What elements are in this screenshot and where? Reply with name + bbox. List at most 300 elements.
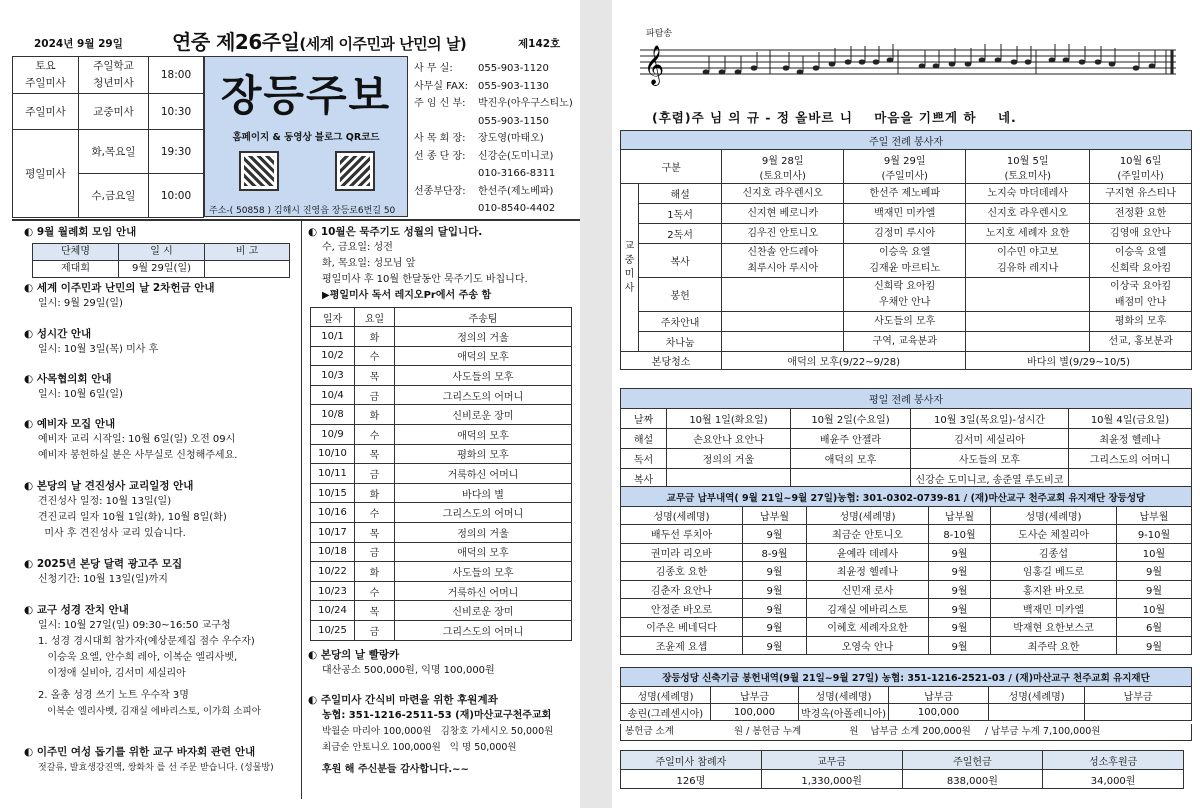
rosary-cell: 애덕의 모후 xyxy=(395,424,572,444)
server-cell: 김정미 루시아 xyxy=(844,224,966,244)
fee-cell: 9월 xyxy=(743,599,807,618)
rosary-schedule-table xyxy=(310,307,572,641)
contact-row: 010-3166-8311 xyxy=(478,168,556,179)
fee-cell: 임홍길 베드로 xyxy=(991,562,1117,581)
bulletin-title xyxy=(172,26,466,55)
note-head xyxy=(933,63,940,68)
rosary-cell: 목 xyxy=(355,444,395,464)
fee-cell: 박재현 요한보스코 xyxy=(991,617,1117,636)
server-cell xyxy=(966,332,1090,352)
summary-header: 성소후원금 xyxy=(1043,751,1184,770)
qr-label: 홈페이지 & 동영상 블로그 QR코드 xyxy=(232,132,380,143)
fund-header: 성명(세례명) xyxy=(989,687,1085,704)
note-head xyxy=(829,61,836,66)
fee-cell: 김춘자 요안나 xyxy=(621,580,743,599)
notice-confirmation: ◐ 본당의 날 견진성사 교리일정 안내 견진성사 일정: 10월 13일(일) 견진교리 일자 10월 1일(화), 10월 8일(화) 미사 후 견진성사 교리 있습니다. xyxy=(24,480,227,539)
server-cell xyxy=(722,332,844,352)
fee-cell: 김재실 에바리스토 xyxy=(807,599,929,618)
contact-row: 사무실 FAX: 055-903-1130 xyxy=(414,80,549,92)
meeting-header: 단체명 xyxy=(33,244,119,261)
fee-header: 성명(세례명) xyxy=(621,507,743,525)
hymn-staff xyxy=(636,38,1176,88)
server-row xyxy=(621,332,1192,352)
col-label: 구분 xyxy=(621,150,722,184)
fee-cell: 8-10월 xyxy=(929,525,991,544)
rosary-row xyxy=(311,444,572,464)
fee-row xyxy=(621,636,1192,655)
server-cell: 신지현 베로니카 xyxy=(722,204,844,224)
fee-cell: 9월 xyxy=(929,562,991,581)
rosary-cell: 목 xyxy=(355,601,395,621)
note-head xyxy=(1109,61,1116,66)
notice-bible-festival: ◐ 교구 성경 잔치 안내 일시: 10월 27일(일) 09:30~16:50 교구청 1. 성경 경시대회 참가자(예상문제집 점수 우수자) 이승욱 요엘, 안수희 레아, 이복순 엘리사벳, 이정애 실비아, 김서미 세실리아 2. 올총 성경 쓰기 노트 우수작 3명 이복순 엘리사벳, 김재실 에바리스토, 이가희 소피아 xyxy=(24,604,261,717)
role-cell: 봉헌 xyxy=(639,278,722,312)
meeting-table xyxy=(32,243,290,278)
rosary-cell: 금 xyxy=(355,385,395,405)
rosary-row xyxy=(311,503,572,523)
fee-cell: 10월 xyxy=(1117,599,1192,618)
mass-day: 평일미사 xyxy=(13,130,79,218)
rosary-cell: 화 xyxy=(355,562,395,582)
church-address: 주소-( 50858 ) 김해시 진영읍 장등로6번길 50 xyxy=(209,206,396,216)
rosary-cell: 그리스도의 어머니 xyxy=(395,620,572,640)
fee-cell: 조윤제 요셉 xyxy=(621,636,743,655)
fee-header: 성명(세례명) xyxy=(991,507,1117,525)
server-cell: 전정환 요한 xyxy=(1090,204,1192,224)
note-head xyxy=(1049,57,1056,62)
server-cell: 구지현 유스티나 xyxy=(1090,184,1192,204)
rosary-header: 요일 xyxy=(355,308,395,327)
mass-type: 화,목요일 xyxy=(79,130,149,174)
contact-row: 010-8540-4402 xyxy=(478,203,556,214)
note-head xyxy=(887,57,894,62)
role-cell: 복사 xyxy=(639,244,722,278)
server-cell: 이상국 요아킴 배점미 안나 xyxy=(1090,278,1192,312)
role-cell: 복사 xyxy=(621,469,667,489)
fee-cell: 권미라 리오바 xyxy=(621,543,743,562)
section-title: ◐ 9월 월례회 모임 안내 xyxy=(24,226,137,238)
rosary-cell: 신비로운 장미 xyxy=(395,405,572,425)
fund-header: 납부금 xyxy=(711,687,799,704)
meeting-header: 비 고 xyxy=(205,244,290,261)
title-sub: (세계 이주민과 난민의 날) xyxy=(299,35,467,53)
role-cell: 본당청소 xyxy=(621,352,722,370)
rosary-cell: 수 xyxy=(355,424,395,444)
rosary-cell: 정의의 거울 xyxy=(395,522,572,542)
rosary-row xyxy=(311,542,572,562)
note-head xyxy=(995,57,1002,62)
fee-cell: 9월 xyxy=(929,543,991,562)
fee-header: 납부월 xyxy=(929,507,991,525)
bulletin-logo: 장등주보 xyxy=(220,71,392,120)
note-head xyxy=(1079,59,1086,64)
role-cell: 해설 xyxy=(639,184,722,204)
fee-cell: 김종섭 xyxy=(991,543,1117,562)
rosary-cell: 10/3 xyxy=(311,366,355,386)
weekday-servers-title: 평일 전례 봉사자 xyxy=(621,389,1192,409)
rosary-cell: 목 xyxy=(355,366,395,386)
notice-holy-hour: ◐ 성시간 안내 일시: 10월 3일(목) 미사 후 xyxy=(24,328,159,355)
fund-cell xyxy=(989,704,1085,721)
note-head xyxy=(1011,59,1018,64)
notice-council: ◐ 사목협의회 안내 일시: 10월 6일(일) xyxy=(24,373,123,400)
contact-row: 055-903-1150 xyxy=(478,115,549,127)
rosary-cell: 10/8 xyxy=(311,405,355,425)
server-row xyxy=(621,224,1192,244)
server-row xyxy=(621,204,1192,224)
rosary-cell: 신비로운 장미 xyxy=(395,601,572,621)
fee-cell: 도사순 체칠리아 xyxy=(991,525,1117,544)
contact-row: 선 종 단 장: 신강순(도미니코) xyxy=(414,150,554,162)
rosary-cell: 사도들의 모후 xyxy=(395,562,572,582)
rosary-cell: 10/9 xyxy=(311,424,355,444)
summary-value: 126명 xyxy=(621,770,762,789)
rosary-cell: 10/18 xyxy=(311,542,355,562)
server-row xyxy=(621,244,1192,278)
rosary-cell: 평화의 모후 xyxy=(395,444,572,464)
fee-cell: 9-10월 xyxy=(1117,525,1192,544)
contact-row: 사 무 실: 055-903-1120 xyxy=(414,63,549,74)
meeting-header: 일 시 xyxy=(119,244,205,261)
fee-row xyxy=(621,617,1192,636)
logo-block xyxy=(204,56,408,217)
fund-header: 성명(세례명) xyxy=(621,687,711,704)
homepage-qr-code[interactable] xyxy=(241,153,277,189)
fee-cell: 9월 xyxy=(929,580,991,599)
meeting-cell: 9월 29일(일) xyxy=(119,261,205,278)
rosary-row xyxy=(311,483,572,503)
contact-row: 사 목 회 장: 장도영(마태오) xyxy=(414,133,544,144)
fund-totals-row: 봉헌금 소계 원 / 봉헌금 누계 원 납부금 소계 200,000원 / 납부금 누계 7,100,000원 xyxy=(620,724,1192,741)
rosary-cell: 10/2 xyxy=(311,346,355,366)
hymn-lyrics: (후렴)주 님 의 규 - 정 올바르 니 마음을 기쁘게 하 네. xyxy=(652,110,1017,125)
bread-offering-section: ◐ 본당의 날 빨랑카 대산공소 500,000원, 익명 100,000원 xyxy=(308,649,495,676)
monthly-meeting-section xyxy=(24,224,296,278)
server-cell: 신강순 도미니코, 송준열 루도비코 xyxy=(911,469,1069,489)
fund-cell: 송린(그레센시아) xyxy=(621,704,711,721)
summary-value: 838,000원 xyxy=(902,770,1043,789)
server-cell: 백재민 미카엘 xyxy=(844,204,966,224)
rosary-cell: 수 xyxy=(355,346,395,366)
mass-day: 주일미사 xyxy=(13,94,79,130)
rosary-row xyxy=(311,620,572,640)
fee-cell: 9월 xyxy=(743,562,807,581)
snack-fund-section: ◐ 주일미사 간식비 마련을 위한 후원계좌 농협: 351-1216-2511-53 (재)마산교구천주교회 박월순 마리아 100,000원 김창호 가세시오 50,000원 최금순 안토니오 100,000원 익 명 50,000원 후원 해 주신분들 감사합니다.~~ xyxy=(308,694,554,775)
server-cell: 신지호 라우렌시오 xyxy=(966,204,1090,224)
rosary-cell: 거룩하신 어머니 xyxy=(395,464,572,484)
server-row xyxy=(621,429,1192,449)
cleaning-cell: 애덕의 모후(9/22~9/28) xyxy=(722,352,966,370)
rosary-cell: 거룩하신 어머니 xyxy=(395,581,572,601)
rosary-cell: 10/24 xyxy=(311,601,355,621)
server-row xyxy=(621,449,1192,469)
rosary-row xyxy=(311,601,572,621)
role-cell: 해설 xyxy=(621,429,667,449)
rosary-row xyxy=(311,346,572,366)
side-label: 교 중 미 사 xyxy=(621,184,639,352)
fee-cell: 9월 xyxy=(1117,562,1192,581)
fee-cell: 9월 xyxy=(929,636,991,655)
sunday-servers-title: 주일 전례 봉사자 xyxy=(621,131,1192,150)
notice-bazaar: ◐ 이주민 여성 돕기를 위한 교구 바자회 관련 안내 젓갈류, 발효생강진액, 쌍화차 를 선 주문 받습니다. (성물방) xyxy=(24,746,274,773)
rosary-row xyxy=(311,562,572,582)
rosary-row xyxy=(311,405,572,425)
server-cell: 김서미 세실리아 xyxy=(911,429,1069,449)
server-cell: 애덕의 모후 xyxy=(791,449,911,469)
mass-times-table xyxy=(12,56,204,218)
server-row xyxy=(621,312,1192,332)
rosary-cell: 사도들의 모후 xyxy=(395,366,572,386)
note-head xyxy=(1063,57,1070,62)
summary-header: 주일헌금 xyxy=(902,751,1043,770)
date-header: 9월 29일 (주일미사) xyxy=(844,150,966,184)
fee-cell: 이주은 베네딕다 xyxy=(621,617,743,636)
role-cell: 1독서 xyxy=(639,204,722,224)
note-head xyxy=(751,65,758,70)
rosary-cell: 10/11 xyxy=(311,464,355,484)
rosary-row xyxy=(311,424,572,444)
mass-time: 10:00 xyxy=(149,174,204,218)
fund-header: 성명(세례명) xyxy=(799,687,889,704)
note-head xyxy=(813,65,820,70)
server-cell: 사도들의 모후 xyxy=(911,449,1069,469)
rosary-row xyxy=(311,366,572,386)
server-cell: 김영애 요안나 xyxy=(1090,224,1192,244)
rosary-header: 주송팀 xyxy=(395,308,572,327)
rosary-row xyxy=(311,327,572,347)
mass-time: 18:00 xyxy=(149,57,204,94)
fee-cell: 윤예라 데레사 xyxy=(807,543,929,562)
divider xyxy=(12,219,580,221)
note-head xyxy=(735,69,742,74)
fee-cell: 배두선 루치아 xyxy=(621,525,743,544)
server-cell: 배윤주 안젤라 xyxy=(791,429,911,449)
server-cell: 최윤정 헬레나 xyxy=(1069,429,1192,449)
rosary-cell: 그리스도의 어머니 xyxy=(395,385,572,405)
meeting-cell xyxy=(205,261,290,278)
note-head xyxy=(1133,65,1140,70)
mass-type: 수,금요일 xyxy=(79,174,149,218)
server-cell xyxy=(966,278,1090,312)
rosary-cell: 금 xyxy=(355,620,395,640)
issue-number: 제142호 xyxy=(518,38,561,50)
server-cell xyxy=(722,278,844,312)
fee-cell: 백재민 미카엘 xyxy=(991,599,1117,618)
rosary-cell: 화 xyxy=(355,327,395,347)
rosary-row xyxy=(311,464,572,484)
rosary-cell: 금 xyxy=(355,542,395,562)
fee-row xyxy=(621,580,1192,599)
fee-cell: 신민재 로사 xyxy=(807,580,929,599)
rosary-cell: 화 xyxy=(355,483,395,503)
fee-cell: 10월 xyxy=(1117,543,1192,562)
rosary-cell: 10/1 xyxy=(311,327,355,347)
server-cell xyxy=(722,312,844,332)
summary-table xyxy=(620,750,1184,789)
fee-row xyxy=(621,562,1192,581)
fee-header: 납부월 xyxy=(1117,507,1192,525)
sunday-servers-table xyxy=(620,130,1192,370)
rosary-cell: 10/22 xyxy=(311,562,355,582)
fund-cell: 100,000 xyxy=(711,704,799,721)
rosary-section: ◐ 10월은 묵주기도 성월의 달입니다. 수, 금요일: 성전 화, 목요일: 성모님 앞 평일미사 후 10월 한달동안 묵주기도 바칩니다. ▶평일미사 독서 레지오Pr에서 주송 함 xyxy=(308,226,528,301)
server-cell: 선교, 홍보분과 xyxy=(1090,332,1192,352)
rosary-cell: 애덕의 모후 xyxy=(395,542,572,562)
rosary-row xyxy=(311,385,572,405)
server-cell xyxy=(966,312,1090,332)
role-cell: 2독서 xyxy=(639,224,722,244)
note-head xyxy=(873,59,880,64)
fee-row xyxy=(621,525,1192,544)
fee-cell: 이혜호 세례자요한 xyxy=(807,617,929,636)
server-cell: 신찬솔 안드레아 최루시아 루시아 xyxy=(722,244,844,278)
rosary-row xyxy=(311,522,572,542)
fee-cell: 9월 xyxy=(929,599,991,618)
rosary-header: 일자 xyxy=(311,308,355,327)
contact-row: 선종부단장: 한선주(제노베파) xyxy=(414,185,554,197)
summary-value: 1,330,000원 xyxy=(761,770,902,789)
notice-refugee: ◐ 세계 이주민과 난민의 날 2차헌금 안내 일시: 9월 29일(일) xyxy=(24,282,215,309)
mass-time: 10:30 xyxy=(149,94,204,130)
fee-cell: 오영숙 안나 xyxy=(807,636,929,655)
rosary-cell: 10/17 xyxy=(311,522,355,542)
treble-clef-icon: 𝄞 xyxy=(644,45,665,85)
note-head xyxy=(1025,59,1032,64)
note-head xyxy=(1095,59,1102,64)
meeting-cell: 제대회 xyxy=(33,261,119,278)
summary-header: 주일미사 참례자 xyxy=(621,751,762,770)
fee-cell: 최금순 안토니오 xyxy=(807,525,929,544)
note-head xyxy=(979,57,986,62)
mass-day: 토요 주일미사 xyxy=(13,57,79,94)
rosary-cell: 10/4 xyxy=(311,385,355,405)
rosary-cell: 수 xyxy=(355,581,395,601)
rosary-cell: 10/23 xyxy=(311,581,355,601)
role-cell: 차나눔 xyxy=(639,332,722,352)
fee-cell: 8-9월 xyxy=(743,543,807,562)
rosary-cell: 화 xyxy=(355,405,395,425)
note-head xyxy=(859,59,866,64)
fund-cell: 100,000 xyxy=(889,704,989,721)
note-head xyxy=(719,69,726,74)
left-page xyxy=(0,0,580,808)
fee-cell: 김종호 요한 xyxy=(621,562,743,581)
server-cell: 신지호 라우렌시오 xyxy=(722,184,844,204)
note-head xyxy=(949,61,956,66)
summary-value: 34,000원 xyxy=(1043,770,1184,789)
weekday-servers-table: 평일 전례 봉사자 날짜 10월 1일(화요일) 10월 2일(수요일) 10월 3일(목요일)-성시간 10월 4일(금요일) 해설 손요안나 요안나 배윤주 안젤라 김서미 세실리아 최윤정 헬레나 독서 정의의 거울 애덕의 모후 사도들의 모후 그리스도의 어머니 복사 신강순 도미니코, 송준열 루도비코 xyxy=(620,388,1192,489)
rosary-cell: 그리스도의 어머니 xyxy=(395,503,572,523)
server-cell: 노지호 세례자 요한 xyxy=(966,224,1090,244)
summary-header: 교무금 xyxy=(761,751,902,770)
server-cell: 사도들의 모후 xyxy=(844,312,966,332)
fee-cell: 최주락 요한 xyxy=(991,636,1117,655)
note-head xyxy=(1149,63,1156,68)
fee-cell: 최윤정 헬레나 xyxy=(807,562,929,581)
server-row xyxy=(621,278,1192,312)
hymn-label: 파탐송 xyxy=(646,29,673,39)
date-header: 10월 6일 (주일미사) xyxy=(1090,150,1192,184)
rosary-cell: 바다의 별 xyxy=(395,483,572,503)
rosary-cell: 10/16 xyxy=(311,503,355,523)
note-head xyxy=(965,61,972,66)
fee-cell: 홍지완 바오로 xyxy=(991,580,1117,599)
note-head xyxy=(919,63,926,68)
notice-calendar: ◐ 2025년 본당 달력 광고주 모집 신청기간: 10월 13일(일)까지 xyxy=(24,558,183,585)
notice-catechumen: ◐ 예비자 모집 안내 예비자 교리 시작일: 10월 6일(일) 오전 09시 예비자 봉헌하실 분은 사무실로 신청해주세요. xyxy=(24,418,238,461)
bulletin-date: 2024년 9월 29일 xyxy=(34,38,123,50)
fee-cell: 9월 xyxy=(1117,580,1192,599)
diocese-fee-title: 교무금 납부내역( 9월 21일~9월 27일)농협: 301-0302-0739-81 / (재)마산교구 천주교회 유지재단 장등성당 xyxy=(621,487,1192,507)
fee-cell: 6월 xyxy=(1117,617,1192,636)
date-header: 9월 28일 (토요미사) xyxy=(722,150,844,184)
note-head xyxy=(845,59,852,64)
fee-cell: 안정준 바오로 xyxy=(621,599,743,618)
title-main: 연중 제26주일 xyxy=(172,30,300,54)
server-cell: 김우진 안토니오 xyxy=(722,224,844,244)
fee-header: 납부월 xyxy=(743,507,807,525)
mass-time: 19:30 xyxy=(149,130,204,174)
server-cell: 이승욱 요엘 김재윤 마르티노 xyxy=(844,244,966,278)
rosary-cell: 애덕의 모후 xyxy=(395,346,572,366)
rosary-cell: 수 xyxy=(355,503,395,523)
server-cell: 정의의 거울 xyxy=(667,449,791,469)
server-cell: 그리스도의 어머니 xyxy=(1069,449,1192,469)
fee-header: 성명(세례명) xyxy=(807,507,929,525)
server-cell: 노지숙 마더데레사 xyxy=(966,184,1090,204)
server-cell: 신희락 요아킴 우채안 안나 xyxy=(844,278,966,312)
rosary-cell: 10/10 xyxy=(311,444,355,464)
date-header: 10월 5일 (토요미사) xyxy=(966,150,1090,184)
building-fund-title: 장등성당 신축기금 봉헌내역(9월 21일~9월 27일) 농협: 351-1216-2521-03 / (재)마산교구 천주교회 유지재단 xyxy=(621,668,1192,687)
fee-row xyxy=(621,543,1192,562)
server-cell: 이수민 야고보 김유하 레지나 xyxy=(966,244,1090,278)
server-cell: 평화의 모후 xyxy=(1090,312,1192,332)
note-head xyxy=(783,65,790,70)
server-cell: 이승욱 요엘 신희락 요아킴 xyxy=(1090,244,1192,278)
fee-cell: 9월 xyxy=(743,525,807,544)
page-gutter xyxy=(580,0,612,808)
server-row xyxy=(621,184,1192,204)
mass-type: 주일학교 청년미사 xyxy=(79,57,149,94)
rosary-cell: 10/25 xyxy=(311,620,355,640)
fee-row xyxy=(621,599,1192,618)
note-head xyxy=(703,69,710,74)
fee-cell: 9월 xyxy=(1117,636,1192,655)
diocese-fee-table xyxy=(620,486,1192,655)
mass-type: 교중미사 xyxy=(79,94,149,130)
server-cell: 손요안나 요안나 xyxy=(667,429,791,449)
rosary-cell: 10/15 xyxy=(311,483,355,503)
role-cell: 독서 xyxy=(621,449,667,469)
server-cell: 한선주 제노베파 xyxy=(844,184,966,204)
building-fund-table xyxy=(620,667,1192,721)
server-cell: 구역, 교육분과 xyxy=(844,332,966,352)
role-cell: 주차안내 xyxy=(639,312,722,332)
cleaning-cell: 바다의 별(9/29~10/5) xyxy=(966,352,1192,370)
fee-cell: 9월 xyxy=(743,636,807,655)
contact-row: 주 임 신 부: 박진우(아우구스티노) xyxy=(414,98,573,109)
right-page xyxy=(612,0,1200,808)
fee-cell: 9월 xyxy=(929,617,991,636)
rosary-row xyxy=(311,581,572,601)
rosary-cell: 목 xyxy=(355,522,395,542)
contacts-block xyxy=(414,60,580,218)
fund-cell xyxy=(1085,704,1192,721)
fee-cell: 9월 xyxy=(743,617,807,636)
rosary-cell: 정의의 거울 xyxy=(395,327,572,347)
blog-qr-code[interactable] xyxy=(337,153,373,189)
